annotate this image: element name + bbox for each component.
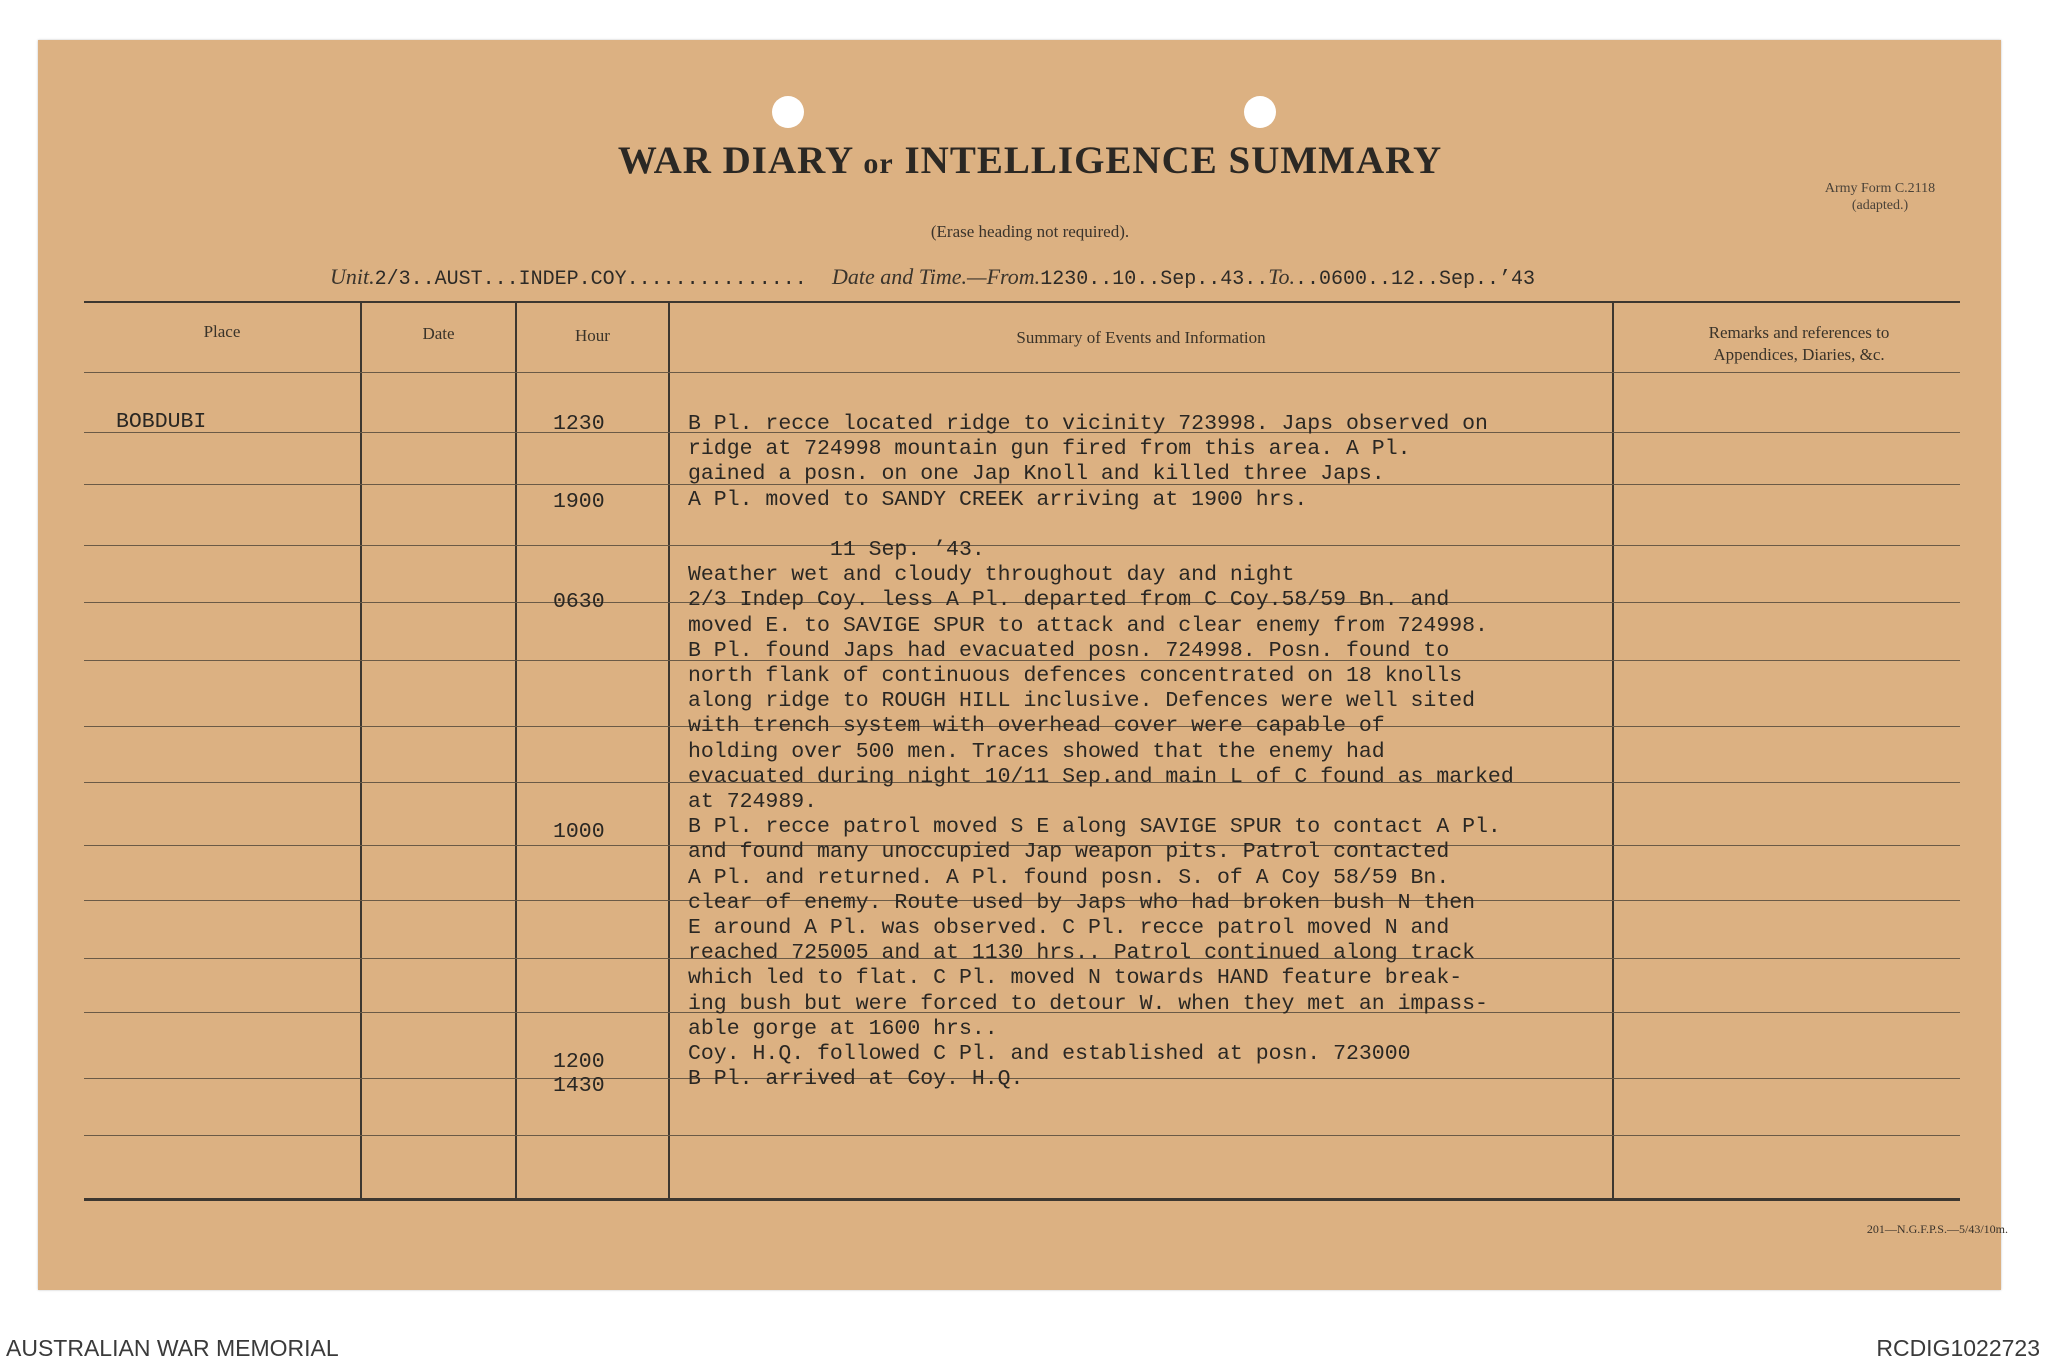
summary-line: A Pl. moved to SANDY CREEK arriving at 1900 hrs.	[688, 488, 1308, 512]
summary-line: and found many unoccupied Jap weapon pits. Patrol contacted	[688, 840, 1450, 864]
divider-summary-remarks	[1612, 301, 1614, 1199]
title-part1: WAR DIARY	[617, 139, 853, 182]
summary-line: A Pl. and returned. A Pl. found posn. S. of A Coy 58/59 Bn.	[688, 866, 1450, 890]
ruled-line	[84, 1135, 1960, 1136]
hour-entry: 1430	[553, 1074, 605, 1098]
summary-line: Weather wet and cloudy throughout day and night	[688, 563, 1295, 587]
hour-entry: 1000	[553, 820, 605, 844]
hour-entry: 1230	[553, 412, 605, 436]
summary-line: ing bush but were forced to detour W. when they met an impass-	[688, 992, 1488, 1016]
column-header-place: Place	[203, 322, 241, 341]
page-title	[0, 138, 2048, 183]
title-or: or	[863, 147, 894, 180]
summary-line: clear of enemy. Route used by Japs who had broken bush N then	[688, 891, 1476, 915]
form-reference-line1: Army Form C.2118	[1824, 181, 1936, 196]
title-part2: INTELLIGENCE SUMMARY	[904, 139, 1443, 182]
summary-line: gained a posn. on one Jap Knoll and killed three Japs.	[688, 462, 1385, 486]
to-value: ..0600..12..Sep..’43	[1294, 268, 1535, 291]
summary-line: holding over 500 men. Traces showed that the enemy had	[688, 740, 1385, 764]
form-reference-line2: (adapted.)	[1851, 198, 1909, 213]
datetime-label: Date and Time.—From.	[832, 264, 1041, 289]
summary-line: at 724989.	[688, 790, 818, 814]
column-header-hour: Hour	[575, 326, 610, 345]
punch-hole-right	[1244, 96, 1276, 128]
summary-line: B Pl. recce located ridge to vicinity 723998. Japs observed on	[688, 412, 1488, 436]
divider-place-date	[360, 301, 362, 1199]
summary-line: B Pl. recce patrol moved S E along SAVIGE SPUR to contact A Pl.	[688, 815, 1501, 839]
table-top-border	[84, 301, 1960, 303]
summary-line: 2/3 Indep Coy. less A Pl. departed from C Coy.58/59 Bn. and	[688, 588, 1450, 612]
divider-date-hour	[515, 301, 517, 1199]
place-entry: BOBDUBI	[116, 410, 207, 434]
summary-line: Coy. H.Q. followed C Pl. and established at posn. 723000	[688, 1042, 1411, 1066]
summary-line: able gorge at 1600 hrs..	[688, 1017, 998, 1041]
divider-hour-summary	[668, 301, 670, 1199]
erase-note: (Erase heading not required).	[930, 222, 1130, 241]
summary-line: evacuated during night 10/11 Sep.and main L of C found as marked	[688, 765, 1514, 789]
column-header-summary: Summary of Events and Information	[1016, 328, 1266, 347]
from-value: 1230..10..Sep..43..	[1040, 268, 1269, 291]
punch-hole-left	[772, 96, 804, 128]
summary-line: reached 725005 and at 1130 hrs.. Patrol continued along track	[688, 941, 1476, 965]
print-reference: 201—N.G.F.P.S.—5/43/10m.	[1866, 1222, 2008, 1236]
summary-line: ridge at 724998 mountain gun fired from this area. A Pl.	[688, 437, 1411, 461]
hour-entry: 1900	[553, 490, 605, 514]
summary-line: along ridge to ROUGH HILL inclusive. Defences were well sited	[688, 689, 1476, 713]
summary-line: with trench system with overhead cover were capable of	[688, 714, 1385, 738]
summary-line: moved E. to SAVIGE SPUR to attack and clear enemy from 724998.	[688, 614, 1488, 638]
form-reference	[1780, 180, 1980, 214]
archive-id: RCDIG1022723	[1876, 1335, 2040, 1361]
to-label: To.	[1268, 264, 1295, 289]
hour-entry: 1200	[553, 1050, 605, 1074]
summary-line: north flank of continuous defences concentrated on 18 knolls	[688, 664, 1463, 688]
ruled-line	[84, 545, 1960, 546]
remarks-header-line2: Appendices, Diaries, &c.	[1713, 345, 1885, 364]
archive-credit: AUSTRALIAN WAR MEMORIAL	[6, 1335, 339, 1361]
summary-line: E around A Pl. was observed. C Pl. recce patrol moved N and	[688, 916, 1450, 940]
column-header-remarks	[1614, 322, 1984, 366]
unit-field	[330, 264, 807, 291]
summary-line: which led to flat. C Pl. moved N towards HAND feature break-	[688, 966, 1463, 990]
summary-line: 11 Sep. ’43.	[688, 538, 985, 562]
datetime-field	[832, 264, 1535, 291]
unit-value: 2/3..AUST...INDEP.COY...............	[374, 268, 807, 291]
unit-label: Unit.	[330, 264, 375, 289]
summary-line: B Pl. arrived at Coy. H.Q.	[688, 1067, 1024, 1091]
hour-entry: 0630	[553, 590, 605, 614]
table-bottom-border	[84, 1198, 1960, 1201]
summary-line: B Pl. found Japs had evacuated posn. 724998. Posn. found to	[688, 639, 1450, 663]
ruled-line	[84, 372, 1960, 373]
remarks-header-line1: Remarks and references to	[1708, 323, 1890, 342]
column-header-date: Date	[422, 324, 455, 343]
